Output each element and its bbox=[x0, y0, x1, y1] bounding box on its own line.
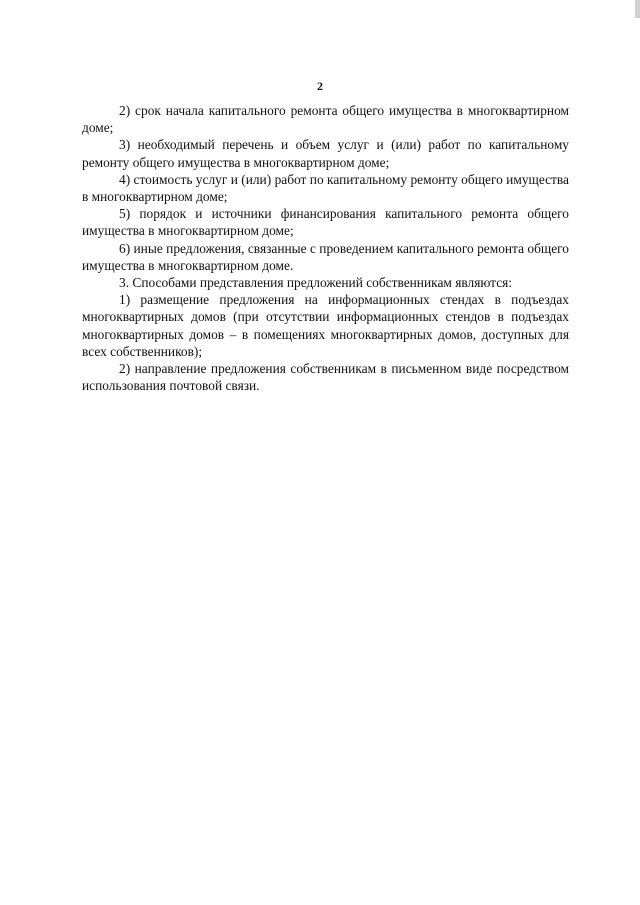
scan-edge-mark bbox=[635, 0, 640, 18]
paragraph-item-6: 6) иные предложения, связанные с проведением капитального ремонта общего имущества в многоквартирном доме. bbox=[82, 240, 569, 273]
paragraph-method-1: 1) размещение предложения на информационных стендах в подъездах многоквартирных домов (при отсутствии информационных стендов в подъездах многоквартирных домов – в помещениях многоквартирных домов, доступных для всех собственников); bbox=[82, 292, 569, 359]
paragraph-item-4: 4) стоимость услуг и (или) работ по капитальному ремонту общего имущества в многоквартирном доме; bbox=[82, 171, 569, 205]
paragraph-item-5: 5) порядок и источники финансирования капитального ремонта общего имущества в многоквартирном доме; bbox=[82, 206, 569, 239]
document-body bbox=[82, 102, 569, 394]
paragraph-item-3: 3) необходимый перечень и объем услуг и (или) работ по капитальному ремонту общего имущества в многоквартирном доме; bbox=[82, 137, 569, 170]
paragraph-section-3: 3. Способами представления предложений собственникам являются: bbox=[119, 275, 513, 291]
paragraph-item-2: 2) срок начала капитального ремонта общего имущества в многоквартирном доме; bbox=[82, 103, 569, 136]
page-number: 2 bbox=[317, 79, 323, 93]
paragraph-method-2: 2) направление предложения собственникам в письменном виде посредством использования почтовой связи. bbox=[82, 361, 569, 394]
